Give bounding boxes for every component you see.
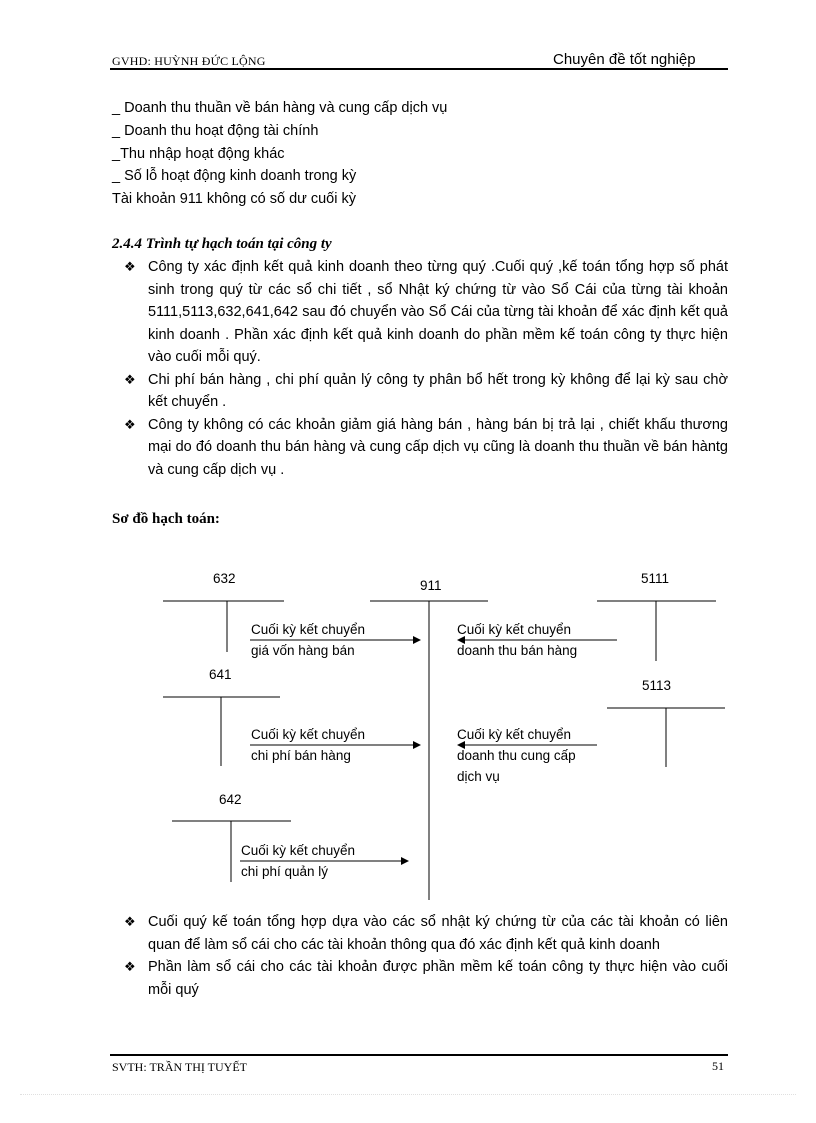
intro-line: _ Doanh thu thuần về bán hàng và cung cấp dịch vụ [112, 100, 448, 116]
closing-bullet-list [124, 911, 728, 1001]
transfer-641-label-1: Cuối kỳ kết chuyển [251, 727, 366, 742]
diamond-bullet-icon: ❖ [124, 416, 136, 432]
intro-line: Tài khoản 911 không có số dư cuối kỳ [112, 191, 357, 207]
diamond-bullet-icon: ❖ [124, 259, 136, 274]
account-5113-label: 5113 [642, 678, 672, 693]
page-edge-dots [20, 1094, 796, 1095]
transfer-5111-label-2: doanh thu bán hàng [457, 643, 578, 658]
intro-line: _ Doanh thu hoạt động tài chính [112, 123, 319, 139]
bullet-text: Chi phí bán hàng , chi phí quản lý công ty phân bổ hết trong kỳ không để lại kỳ sau chờ kết chuyển . [148, 371, 728, 410]
transfer-5111-label-1: Cuối kỳ kết chuyển [457, 622, 572, 637]
transfer-642-label-2: chi phí quản lý [241, 864, 329, 879]
header-document-title: Chuyên đề tốt nghiệp [553, 51, 696, 68]
transfer-5113-label-2: doanh thu cung cấp [457, 748, 576, 763]
account-642-label: 642 [219, 792, 242, 807]
transfer-642-label-1: Cuối kỳ kết chuyển [241, 843, 356, 858]
intro-line: _ Số lỗ hoạt động kinh doanh trong kỳ [112, 168, 357, 184]
bullet-item [124, 911, 728, 956]
bullet-text: Cuối quý kế toán tổng hợp dựa vào các sổ nhật ký chứng từ của các tài khoản có liên quan để làm sổ cái cho các tài khoản thông qua đó xác định kết quả kinh doanh [148, 914, 728, 953]
diamond-bullet-icon: ❖ [124, 914, 136, 929]
bullet-item [124, 956, 728, 1001]
section-heading: 2.4.4 Trình tự hạch toán tại công ty [112, 236, 332, 252]
diagram-title: Sơ đồ hạch toán: [112, 511, 220, 527]
bullet-text: Công ty xác định kết quả kinh doanh theo từng quý .Cuối quý ,kế toán tổng hợp số phát sinh trong quý từ các sổ chi tiết , sổ Nhật ký chứng từ vào Sổ Cái của từng tài khoản 5111,5113,632,641,642 sau đó chuyển vào Sổ Cái của từng tài khoản để xác định kết quả kinh doanh . Phần xác định kết quả kinh doanh do phần mềm kế toán công ty thực hiện vào cuối mỗi quý. [148, 259, 728, 365]
account-632-label: 632 [213, 571, 236, 586]
transfer-5113-label-1: Cuối kỳ kết chuyển [457, 727, 572, 742]
transfer-632-label-2: giá vốn hàng bán [251, 643, 355, 658]
transfer-5113-label-3: dịch vụ [457, 769, 500, 784]
footer-student: SVTH: TRẦN THỊ TUYẾT [112, 1060, 247, 1074]
footer-divider [110, 1054, 728, 1056]
account-911-label: 911 [420, 578, 442, 593]
diamond-bullet-icon: ❖ [124, 959, 136, 974]
transfer-632-label-1: Cuối kỳ kết chuyển [251, 622, 366, 637]
page-number: 51 [712, 1059, 724, 1073]
diamond-bullet-icon: ❖ [124, 371, 136, 387]
bullet-text: Phần làm sổ cái cho các tài khoản được phần mềm kế toán công ty thực hiện vào cuối mỗi quý [148, 959, 728, 998]
bullet-text: Công ty không có các khoản giảm giá hàng bán , hàng bán bị trả lại , chiết khấu thương mại do đó doanh thu bán hàng và cung cấp dịch vụ cũng là doanh thu thuần về bán hàntg và cung cấp dịch vụ . [148, 416, 728, 478]
account-641-label: 641 [209, 667, 232, 682]
account-5111-label: 5111 [641, 571, 670, 586]
header-instructor: GVHD: HUỲNH ĐỨC LỘNG [112, 54, 266, 68]
transfer-641-label-2: chi phí bán hàng [251, 748, 351, 763]
intro-line: _Thu nhập hoạt động khác [112, 146, 285, 162]
